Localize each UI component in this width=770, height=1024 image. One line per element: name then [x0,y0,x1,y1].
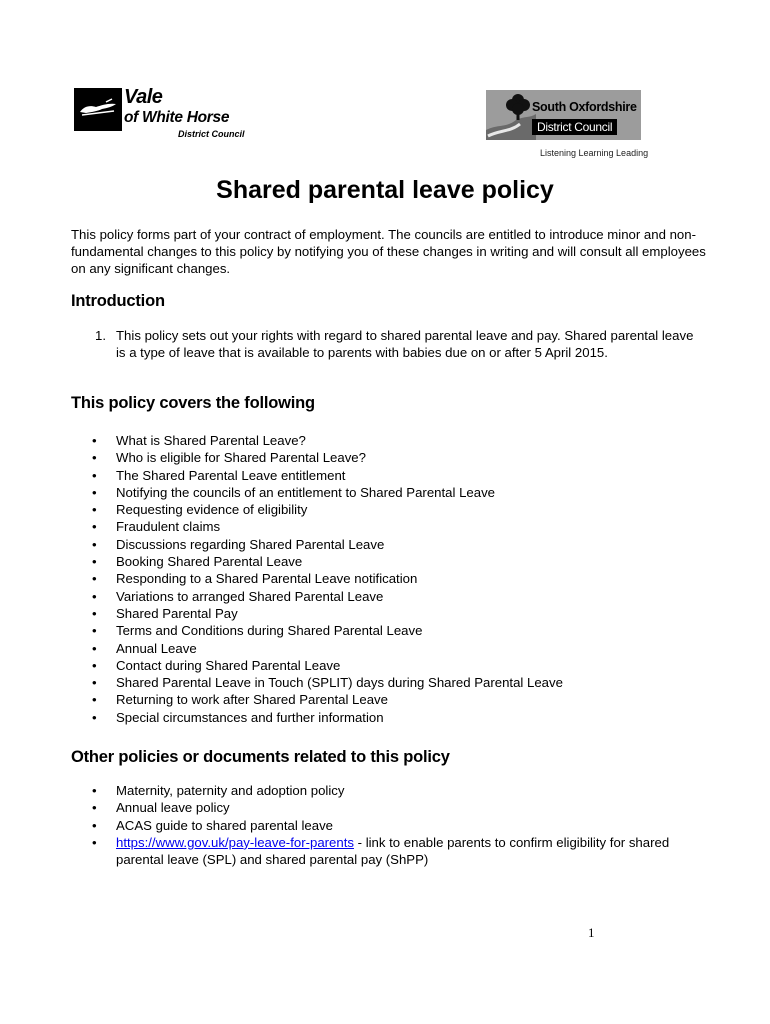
link-description: - link to enable parents to confirm eligibility for shared parental leave (SPL) and shared parental pay (ShPP) [116,834,670,868]
bullet-icon: • [92,519,97,535]
bullet-icon: • [92,800,97,816]
bullet-icon: • [92,817,97,833]
related-documents-heading: Other policies or documents related to this policy [71,748,450,766]
logo-right-tagline: Listening Learning Leading [540,148,649,158]
list-item: • Annual leave policy [92,800,230,816]
bullet-icon: • [92,783,97,798]
logo-left-line1: Vale [124,86,163,108]
bullet-icon: • [92,640,97,656]
bullet-icon: • [92,467,97,483]
list-item: • Fraudulent claims [92,519,221,535]
bullet-icon: • [92,588,97,604]
list-item: • Who is eligible for Shared Parental Leave? [92,450,366,466]
policy-covers-heading: This policy covers the following [71,394,315,412]
numbered-item [95,327,705,361]
bullet-icon: • [92,675,97,691]
list-item: • Maternity, paternity and adoption policy [92,783,345,798]
policy-covers-list [92,432,712,726]
vale-of-white-horse-logo [74,88,249,144]
list-item: • Special circumstances and further information [92,709,384,725]
bullet-icon: • [92,834,97,850]
bullet-icon: • [92,605,97,621]
bullet-icon: • [92,657,97,673]
list-item: • Annual Leave [92,640,197,656]
intro-paragraph: This policy forms part of your contract of employment. The councils are entitled to introduce minor and non-fundamental changes to this policy by notifying you of these changes in writing and will consult all employees on any significant changes. [71,227,706,276]
list-item: • ACAS guide to shared parental leave [92,817,334,833]
logo-left-line3: District Council [178,129,245,139]
logo-right-line1: South Oxfordshire [532,100,637,114]
bullet-icon: • [92,554,97,570]
bullet-icon: • [92,450,97,466]
list-item: • What is Shared Parental Leave? [92,433,306,448]
list-item: • Booking Shared Parental Leave [92,554,303,570]
page-number: 1 [588,925,595,940]
logo-left-line2: of White Horse [124,109,230,126]
item-text: This policy sets out your rights with regard to shared parental leave and pay. Shared parental leave is a type of leave that is available to parents with babies due on or after 5 April 2015. [116,328,694,360]
list-item: • Contact during Shared Parental Leave [92,657,341,673]
logo-right-line2: District Council [532,119,617,135]
list-item: • Requesting evidence of eligibility [92,502,308,518]
introduction-heading: Introduction [71,292,165,310]
list-item: • Notifying the councils of an entitlement to Shared Parental Leave [92,484,496,500]
list-item: • Shared Parental Pay [92,605,238,621]
white-horse-icon [74,88,122,131]
list-item: • Terms and Conditions during Shared Parental Leave [92,623,423,639]
related-documents-list [92,782,712,868]
bullet-icon: • [92,433,97,448]
bullet-icon: • [92,536,97,552]
bullet-icon: • [92,692,97,708]
list-item: • Shared Parental Leave in Touch (SPLIT) days during Shared Parental Leave [92,675,563,691]
bullet-icon: • [92,484,97,500]
bullet-icon: • [92,502,97,518]
gov-uk-link[interactable]: https://www.gov.uk/pay-leave-for-parents [116,834,354,850]
document-title: Shared parental leave policy [216,176,554,204]
list-item: • The Shared Parental Leave entitlement [92,467,346,483]
list-item: • Discussions regarding Shared Parental Leave [92,536,385,552]
bullet-icon: • [92,571,97,587]
list-item-link [92,834,712,869]
bullet-icon: • [92,709,97,725]
list-item: • Responding to a Shared Parental Leave notification [92,571,418,587]
list-item: • Returning to work after Shared Parental Leave [92,692,388,708]
bullet-icon: • [92,623,97,639]
item-number: 1. [95,328,106,343]
list-item: • Variations to arranged Shared Parental Leave [92,588,384,604]
south-oxfordshire-logo [486,90,649,162]
